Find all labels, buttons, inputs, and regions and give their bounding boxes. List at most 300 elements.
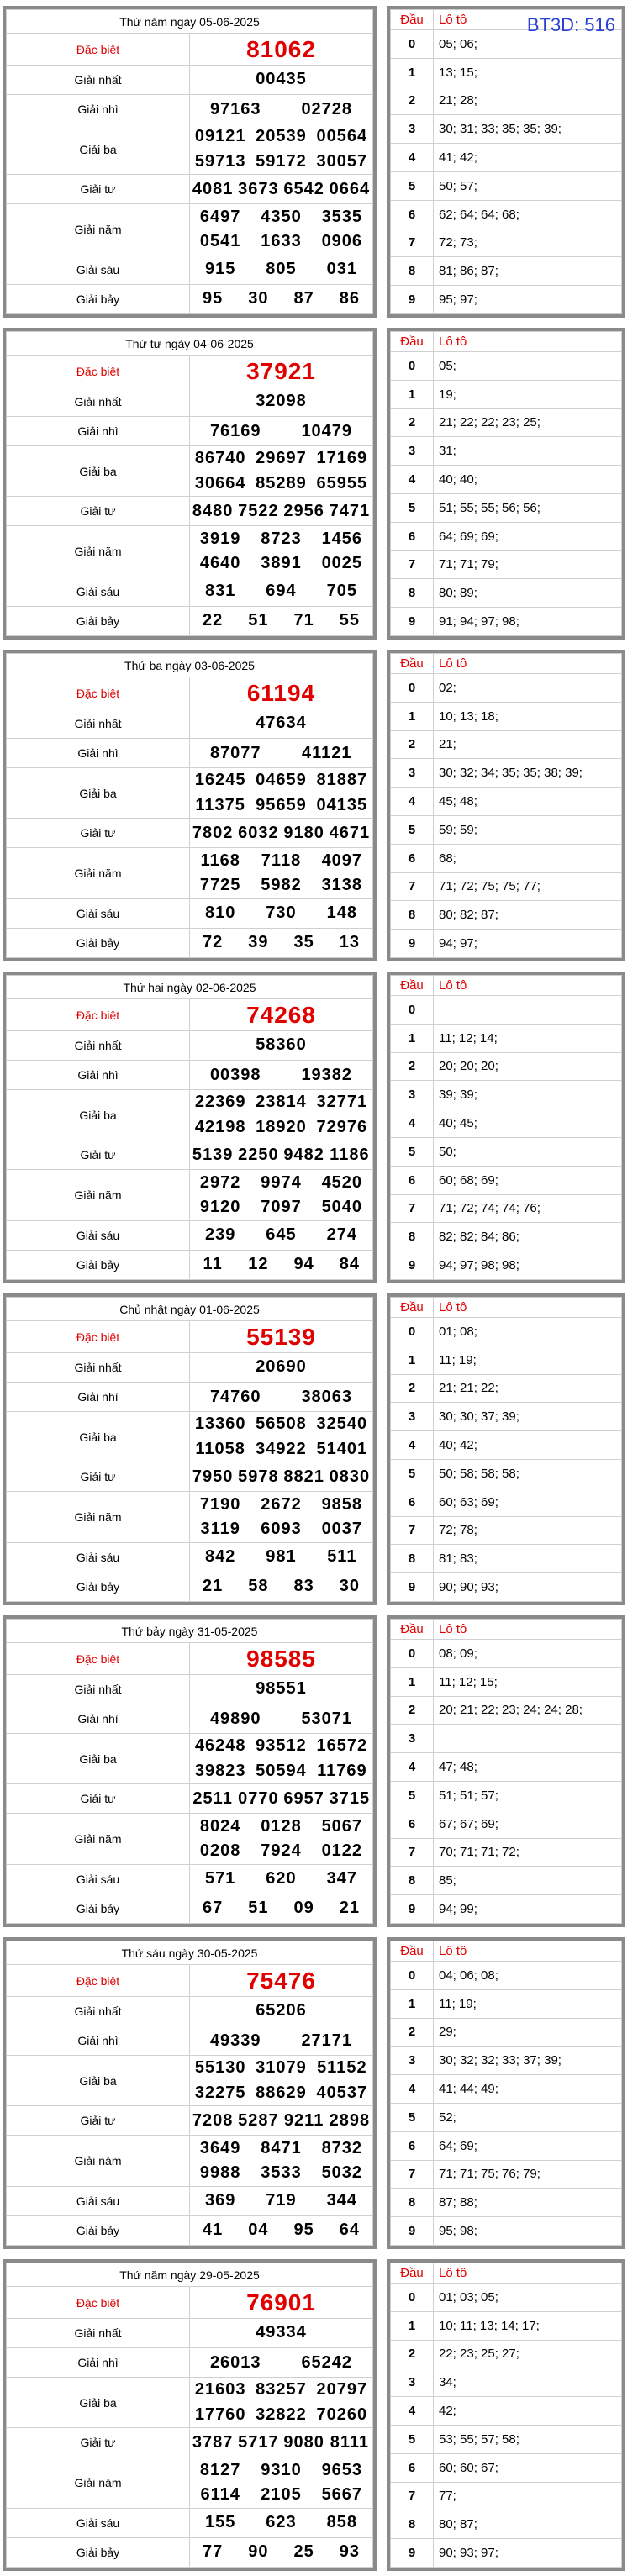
loto-head-digit: 6 [391,1488,434,1516]
prize-values [190,1412,373,1462]
fifth-prize-number: 3535 [321,207,363,226]
prize-label: Giải nhì [7,738,190,767]
fifth-prize-number: 5667 [321,2485,363,2505]
fourth-prize-number: 4081 [192,179,234,198]
number-grid [190,175,372,203]
loto-values: 80; 87; [434,2510,622,2539]
prize-values [190,416,373,445]
loto-head-digit: 0 [391,996,434,1025]
prize-label: Giải nhất [7,2318,190,2347]
third-prize-number: 00564 [316,127,368,146]
fourth-prize-number: 2956 [283,501,324,520]
number-grid [190,1865,372,1894]
third-prize-number: 59713 [194,151,246,171]
fifth-prize-number: 5067 [321,1816,363,1836]
loto-values: 67; 67; 69; [434,1810,622,1838]
prize-values [190,819,373,848]
seventh-prize-number: 72 [203,933,224,952]
loto-head-digit: 0 [391,674,434,703]
loto-head-digit: 8 [391,1545,434,1573]
prize-values [190,2026,373,2055]
prize-label: Giải nhì [7,1382,190,1411]
fourth-prize-number: 6542 [283,179,324,198]
prize-values [190,738,373,767]
third-prize-number: 32540 [316,1414,368,1434]
loto-head-digit: 1 [391,1346,434,1374]
fourth-prize-number: 2250 [238,1145,279,1164]
fourth-prize-number: 0664 [329,179,371,198]
third-prize-number: 51401 [316,1439,368,1458]
loto-head-digit: 8 [391,1223,434,1251]
prize-label: Giải nhì [7,2347,190,2377]
sixth-prize-number: 719 [266,2191,297,2210]
number-grid [190,417,372,445]
loto-head-digit: 4 [391,466,434,494]
sixth-prize-number: 274 [326,1225,357,1245]
loto-head-digit: 2 [391,408,434,437]
draw-date-title: Chủ nhật ngày 01-06-2025 [7,1298,373,1321]
prize-label: Giải nhất [7,65,190,94]
loto-values: 64; 69; 69; [434,522,622,550]
loto-values: 29; [434,2018,622,2047]
fourth-prize-number: 7522 [238,501,279,520]
number-grid [190,1492,372,1541]
prize-values [190,1060,373,1089]
day-block [0,1931,638,2253]
prize-values [190,2215,373,2245]
loto-head-digit: 7 [391,1194,434,1223]
loto-head-digit: 4 [391,788,434,816]
seventh-prize-number: 30 [248,289,269,308]
prize-values [190,848,373,898]
fourth-prize-number: 2898 [329,2110,371,2130]
loto-values: 64; 69; [434,2131,622,2160]
prize-values [190,1542,373,1572]
fifth-prize-number: 8127 [199,2460,241,2479]
loto-table [387,972,625,1283]
loto-values: 95; 97; [434,286,622,314]
loto-values: 53; 55; 57; 58; [434,2425,622,2453]
loto-values: 50; 57; [434,171,622,200]
third-prize-number: 32275 [194,2083,246,2102]
fourth-prize-number: 9080 [283,2432,324,2452]
loto-head-digit: 0 [391,1640,434,1668]
loto-head-digit: 9 [391,608,434,636]
prize-label: Giải năm [7,204,190,255]
loto-values: 60; 63; 69; [434,1488,622,1516]
first-prize-number: 98551 [256,1679,307,1699]
seventh-prize-number: 25 [293,2542,314,2562]
loto-head-digit: 2 [391,1052,434,1081]
seventh-prize-number: 13 [339,933,360,952]
seventh-prize-number: 21 [339,1899,360,1918]
second-prize-number: 76169 [209,421,261,440]
fourth-prize-number: 5717 [238,2432,279,2452]
results-table [3,1615,377,1927]
third-prize-number: 81887 [316,771,368,790]
number-grid [190,285,372,313]
fifth-prize-number: 2972 [199,1172,241,1192]
loto-values: 04; 06; 08; [434,1962,622,1990]
sixth-prize-number: 730 [266,903,297,923]
loto-values: 52; [434,2103,622,2131]
number-grid [190,1814,372,1863]
loto-head-digit: 0 [391,352,434,381]
prize-values [190,2428,373,2457]
loto-head-digit: 4 [391,144,434,172]
sixth-prize-number: 239 [204,1225,236,1245]
number-grid [190,1090,372,1140]
number-grid [190,929,372,957]
loto-values: 11; 12; 14; [434,1024,622,1052]
prize-values [190,1894,373,1923]
second-prize-number: 19382 [301,1065,353,1084]
number-grid [190,255,372,284]
special-prize-number: 76901 [246,2289,316,2315]
loto-table [387,1615,625,1927]
special-prize-number: 75476 [246,1967,316,1994]
loto-values: 41; 44; 49; [434,2075,622,2104]
third-prize-number: 11769 [317,1761,367,1780]
fifth-prize-number: 7097 [261,1198,302,1217]
draw-date-title: Thứ năm ngày 05-06-2025 [7,10,373,34]
special-prize-number: 37921 [246,357,316,384]
loto-values: 19; [434,380,622,408]
loto-values: 30; 30; 37; 39; [434,1403,622,1431]
prize-label: Giải ba [7,768,190,819]
loto-head-digit: 2 [391,1696,434,1725]
third-prize-number: 20539 [256,127,307,146]
loto-values: 72; 73; [434,229,622,257]
prize-label: Đặc biệt [7,2287,190,2318]
fifth-prize-number: 1456 [321,529,363,548]
prize-values [190,2378,373,2428]
loto-head-digit: 1 [391,2311,434,2340]
loto-values: 22; 23; 25; 27; [434,2340,622,2368]
loto-values: 50; [434,1137,622,1166]
loto-values: 21; 21; 22; [434,1374,622,1403]
prize-label: Giải nhì [7,1060,190,1089]
loto-values: 40; 40; [434,466,622,494]
loto-head-digit: 5 [391,171,434,200]
third-prize-number: 56508 [256,1414,307,1434]
loto-table [387,328,625,640]
number-grid [190,1140,372,1169]
fourth-prize-number: 7802 [192,823,234,842]
seventh-prize-number: 71 [293,611,314,630]
loto-values: 11; 12; 15; [434,1667,622,1696]
prize-values [190,2457,373,2508]
loto-values: 34; [434,2368,622,2397]
prize-label: Giải nhất [7,1030,190,1060]
loto-head-digit: 9 [391,2217,434,2246]
loto-head-digit: 2 [391,2018,434,2047]
prize-values [190,1220,373,1250]
seventh-prize-number: 22 [203,611,224,630]
prize-label: Giải tư [7,819,190,848]
loto-table [387,650,625,961]
draw-date-title: Thứ sáu ngày 30-05-2025 [7,1941,373,1965]
third-prize-number: 09121 [194,127,246,146]
prize-values [190,2186,373,2215]
sixth-prize-number: 858 [326,2513,357,2532]
prize-label: Giải ba [7,446,190,497]
loto-value-header: Lô tô [434,10,622,30]
prize-values [190,1674,373,1704]
loto-values: 68; [434,844,622,872]
loto-values: 62; 64; 64; 68; [434,200,622,229]
seventh-prize-number: 67 [203,1899,224,1918]
seventh-prize-number: 51 [248,1899,269,1918]
number-grid [190,2026,372,2055]
seventh-prize-number: 35 [293,933,314,952]
seventh-prize-number: 51 [248,611,269,630]
prize-values [190,1492,373,1542]
second-prize-number: 26013 [209,2352,261,2372]
loto-table [387,1293,625,1605]
number-grid [190,2538,372,2567]
fourth-prize-number: 9211 [283,2110,324,2130]
loto-values: 71; 72; 74; 74; 76; [434,1194,622,1223]
prize-values [190,526,373,577]
fourth-prize-number: 9180 [283,823,324,842]
third-prize-number: 18920 [256,1117,307,1136]
fifth-prize-number: 9988 [199,2163,241,2183]
number-grid [190,607,372,635]
loto-value-header: Lô tô [434,2263,622,2284]
fourth-prize-number: 3673 [238,179,279,198]
prize-values [190,2347,373,2377]
loto-head-digit: 3 [391,437,434,466]
prize-label: Đặc biệt [7,677,190,709]
seventh-prize-number: 84 [339,1255,360,1274]
loto-values: 81; 83; [434,1545,622,1573]
seventh-prize-number: 93 [339,2542,360,2562]
loto-values: 02; [434,674,622,703]
loto-head-digit: 2 [391,730,434,759]
loto-head-label: Đầu [391,976,434,996]
loto-values: 40; 42; [434,1431,622,1460]
third-prize-number: 30057 [316,151,368,171]
sixth-prize-number: 369 [204,2191,236,2210]
sixth-prize-number: 831 [204,582,236,601]
prize-values [190,284,373,313]
sixth-prize-number: 511 [327,1547,357,1567]
prize-values [190,1814,373,1864]
fifth-prize-number: 6497 [199,207,241,226]
second-prize-number: 74760 [209,1387,261,1406]
day-block [0,966,638,1288]
sixth-prize-number: 842 [204,1547,236,1567]
prize-label: Đặc biệt [7,1965,190,1996]
third-prize-number: 86740 [194,449,246,468]
loto-head-digit: 1 [391,1024,434,1052]
number-grid [190,739,372,767]
prize-values [190,1250,373,1279]
results-table [3,650,377,961]
number-grid [190,1704,372,1733]
loto-values: 90; 90; 93; [434,1573,622,1602]
third-prize-number: 17169 [316,449,368,468]
loto-value-header: Lô tô [434,654,622,674]
prize-values [190,255,373,284]
second-prize-number: 49890 [209,1709,261,1728]
loto-head-digit: 2 [391,2340,434,2368]
prize-label: Giải nhất [7,709,190,738]
loto-head-digit: 3 [391,115,434,144]
special-prize-number: 98585 [246,1645,316,1672]
fifth-prize-number: 7118 [261,851,302,870]
results-table [3,328,377,640]
loto-values: 45; 48; [434,788,622,816]
number-grid [190,1383,372,1411]
fifth-prize-number: 5040 [321,1198,363,1217]
loto-value-header: Lô tô [434,976,622,996]
fourth-prize-number: 9482 [283,1145,324,1164]
seventh-prize-number: 21 [203,1577,224,1596]
number-grid [190,1572,372,1601]
loto-values: 21; [434,730,622,759]
prize-label: Đặc biệt [7,999,190,1030]
prize-label: Giải sáu [7,1542,190,1572]
third-prize-number: 39823 [194,1761,246,1780]
number-grid [190,446,372,496]
prize-label: Giải tư [7,175,190,204]
fifth-prize-number: 0037 [321,1520,363,1539]
prize-values [190,577,373,606]
number-grid [190,2136,372,2185]
loto-head-digit: 4 [391,1109,434,1138]
loto-head-digit: 9 [391,286,434,314]
fifth-prize-number: 3919 [199,529,241,548]
loto-value-header: Lô tô [434,1941,622,1962]
third-prize-number: 31079 [256,2058,307,2078]
second-prize-number: 00398 [209,1065,261,1084]
fifth-prize-number: 7725 [199,876,241,895]
loto-values: 20; 20; 20; [434,1052,622,1081]
loto-values: 71; 71; 79; [434,550,622,579]
loto-head-digit: 6 [391,522,434,550]
special-prize-number: 81062 [246,35,316,62]
prize-label: Giải bảy [7,1572,190,1601]
loto-head-digit: 5 [391,493,434,522]
prize-label: Đặc biệt [7,1643,190,1674]
first-prize-number: 65206 [256,2001,307,2020]
prize-values [190,1090,373,1140]
seventh-prize-number: 77 [203,2542,224,2562]
seventh-prize-number: 83 [293,1577,314,1596]
prize-values [190,1996,373,2026]
prize-label: Giải sáu [7,2508,190,2537]
results-table [3,2259,377,2571]
prize-values [190,94,373,124]
loto-table [387,2259,625,2571]
prize-label: Giải năm [7,2136,190,2186]
seventh-prize-number: 04 [248,2220,269,2240]
sixth-prize-number: 620 [266,1869,297,1889]
loto-values: 21; 22; 22; 23; 25; [434,408,622,437]
third-prize-number: 93512 [256,1736,307,1756]
loto-values: 39; 39; [434,1081,622,1109]
prize-label: Giải sáu [7,255,190,284]
loto-head-label: Đầu [391,654,434,674]
prize-values [190,768,373,819]
prize-label: Giải bảy [7,928,190,957]
prize-label: Đặc biệt [7,1321,190,1352]
loto-head-digit: 8 [391,1867,434,1895]
loto-head-digit: 9 [391,1573,434,1602]
prize-label: Giải ba [7,1734,190,1784]
fifth-prize-number: 8723 [261,529,302,548]
second-prize-number: 38063 [301,1387,353,1406]
loto-head-digit: 8 [391,2510,434,2539]
loto-values: 59; 59; [434,815,622,844]
fifth-prize-number: 8471 [261,2138,302,2157]
day-block [0,0,638,322]
fifth-prize-number: 3649 [199,2138,241,2157]
third-prize-number: 16245 [194,771,246,790]
number-grid [190,768,372,818]
loto-head-digit: 8 [391,257,434,286]
fifth-prize-number: 1168 [200,851,240,870]
loto-head-digit: 7 [391,1838,434,1867]
loto-head-digit: 3 [391,2368,434,2397]
sixth-prize-number: 805 [266,260,297,279]
third-prize-number: 22369 [194,1093,246,1112]
prize-values [190,999,373,1030]
prize-label: Giải bảy [7,284,190,313]
prize-label: Giải sáu [7,1220,190,1250]
loto-head-digit: 0 [391,2284,434,2312]
loto-head-digit: 0 [391,30,434,59]
fifth-prize-number: 5032 [321,2163,363,2183]
fourth-prize-number: 7208 [192,2110,234,2130]
loto-head-label: Đầu [391,10,434,30]
loto-head-digit: 1 [391,380,434,408]
loto-values: 51; 55; 55; 56; 56; [434,493,622,522]
number-grid [190,577,372,606]
loto-values: 05; 06; [434,30,622,59]
loto-values: 42; [434,2397,622,2426]
sixth-prize-number: 031 [326,260,357,279]
loto-values: 85; [434,1867,622,1895]
third-prize-number: 04659 [256,771,307,790]
third-prize-number: 13360 [194,1414,246,1434]
fifth-prize-number: 0025 [321,554,363,573]
loto-head-digit: 8 [391,2189,434,2217]
bt3d-label: BT3D: 516 [526,14,615,35]
fifth-prize-number: 9310 [261,2460,302,2479]
loto-values: 90; 93; 97; [434,2539,622,2568]
seventh-prize-number: 90 [248,2542,269,2562]
number-grid [190,1412,372,1462]
second-prize-number: 49339 [209,2031,261,2050]
first-prize-number: 58360 [256,1035,307,1055]
number-grid [190,1894,372,1923]
fourth-prize-number: 0770 [238,1788,279,1808]
loto-head-digit: 7 [391,550,434,579]
loto-head-digit: 6 [391,2131,434,2160]
third-prize-number: 29697 [256,449,307,468]
special-prize-number: 55139 [246,1323,316,1350]
loto-values: 47; 48; [434,1753,622,1782]
sixth-prize-number: 810 [204,903,236,923]
results-table [3,6,377,318]
prize-values [190,446,373,497]
prize-label: Giải bảy [7,1894,190,1923]
number-grid [190,1784,372,1813]
prize-values [190,606,373,635]
